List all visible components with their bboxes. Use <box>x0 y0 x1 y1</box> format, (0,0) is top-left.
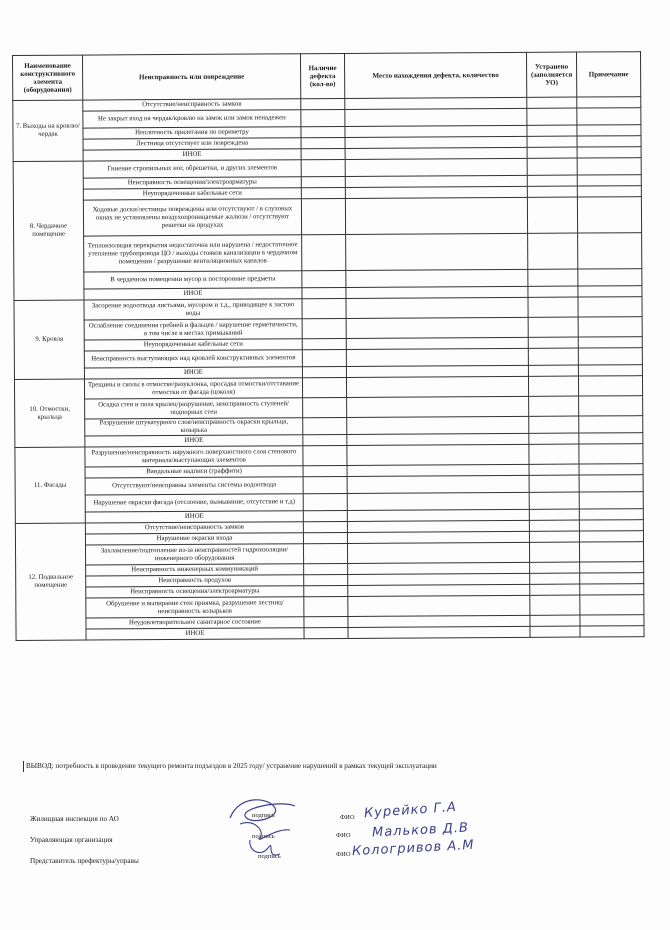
empty-cell <box>577 97 641 108</box>
defect-description: Ходовые доски/лестницы повреждены или отсутствуют / в слуховых окнах не установлены воздухопроницаемые жалюзи / отсутствуют решетки на продухах <box>83 199 301 236</box>
empty-cell <box>528 365 578 376</box>
empty-cell <box>301 198 345 234</box>
empty-cell <box>301 187 345 198</box>
empty-cell <box>527 158 577 175</box>
defect-description: Неисправность выступающих над кровлей конструктивных элементов <box>84 350 302 368</box>
defect-description: Разрушение/неисправность наружного поверхностного слоя стенового материала/выступающих элементов <box>85 446 303 467</box>
empty-cell <box>527 197 577 233</box>
empty-cell <box>577 108 641 125</box>
empty-cell <box>304 563 348 574</box>
empty-cell <box>578 365 642 376</box>
empty-cell <box>346 269 528 287</box>
empty-cell <box>579 396 643 416</box>
empty-cell <box>303 434 347 445</box>
empty-cell <box>577 197 641 233</box>
defect-description: Не закрыт вход на чердак/кровлю на замок или замок ненадежен <box>83 110 301 128</box>
empty-cell <box>529 416 579 433</box>
defect-description: ИНОЕ <box>86 628 304 640</box>
empty-cell <box>302 349 346 366</box>
empty-cell <box>527 186 577 197</box>
empty-cell <box>529 492 579 509</box>
empty-cell <box>528 233 578 269</box>
defect-description: ИНОЕ <box>84 288 302 300</box>
empty-cell <box>579 509 643 520</box>
table-row <box>14 233 642 273</box>
empty-cell <box>579 542 643 562</box>
fio-label-2: ФИО <box>336 832 351 839</box>
defect-description: Неисправность продухов <box>86 575 304 587</box>
defect-description: Ослабление соединения гребней и фальцев / нарушение герметичности, в том числе в местах примыканий <box>84 319 302 340</box>
empty-cell <box>304 574 348 585</box>
empty-cell <box>529 520 579 531</box>
defect-description: Отсутствуют/неисправны элементы системы водоотвода <box>85 477 303 495</box>
empty-cell <box>301 176 345 187</box>
empty-cell <box>529 444 579 464</box>
defect-description: ИНОЕ <box>85 511 303 523</box>
empty-cell <box>527 136 577 147</box>
empty-cell <box>579 444 643 464</box>
empty-cell <box>303 417 347 434</box>
empty-cell <box>528 317 578 337</box>
empty-cell <box>527 147 577 158</box>
defect-description: Неисправность освещения/электроарматуры <box>86 586 304 598</box>
empty-cell <box>345 197 527 234</box>
empty-cell <box>529 509 579 520</box>
table-row <box>13 197 641 237</box>
defect-description: Лестница отсутствует или повреждена <box>83 138 301 150</box>
empty-cell <box>530 573 580 584</box>
empty-cell <box>528 337 578 348</box>
defect-description: Обрушение и выпирание стен приямка, разрушение лестниц/неисправность козырьков <box>86 597 304 618</box>
empty-cell <box>529 464 579 475</box>
empty-cell <box>303 476 347 493</box>
empty-cell <box>528 348 578 365</box>
empty-cell <box>530 562 580 573</box>
empty-cell <box>578 233 642 269</box>
defect-description: Захламление/подтопление из-за неисправностей гидроизоляции/инженерного оборудования <box>85 544 303 565</box>
empty-cell <box>302 270 346 287</box>
header-presence: Наличие дефекта (кол-во) <box>300 53 344 98</box>
empty-cell <box>578 286 642 297</box>
handwritten-name-3: Кологривов А.М <box>351 837 475 860</box>
sign-label-1: подпись <box>252 812 275 819</box>
empty-cell <box>577 175 641 186</box>
empty-cell <box>527 108 577 125</box>
empty-cell <box>303 532 347 543</box>
element-name: 12. Подвальное помещение <box>15 523 86 640</box>
empty-cell <box>303 543 347 563</box>
empty-cell <box>302 298 346 318</box>
defect-table <box>12 51 645 641</box>
empty-cell <box>345 158 527 176</box>
signature-scribbles <box>220 788 310 868</box>
empty-cell <box>530 584 580 595</box>
empty-cell <box>528 286 578 297</box>
empty-cell <box>347 475 529 493</box>
header-element: Наименование конструктивного элемента (оборудования) <box>13 55 83 100</box>
empty-cell <box>346 317 528 338</box>
defect-description: Вандальные надписи (граффити) <box>85 466 303 478</box>
empty-cell <box>301 148 345 159</box>
defect-description: Неудовлетворительное санитарное состояние <box>86 617 304 629</box>
empty-cell <box>529 531 579 542</box>
empty-cell <box>577 186 641 197</box>
empty-cell <box>301 137 345 148</box>
defect-description: В чердачном помещении мусор и посторонние предметы <box>84 271 302 289</box>
defect-description: Неисправность освещения/электроарматуры <box>83 177 301 189</box>
empty-cell <box>346 297 528 318</box>
defect-description: Неупорядоченные кабельные сети <box>83 188 301 200</box>
empty-cell <box>348 595 530 616</box>
empty-cell <box>529 396 579 416</box>
empty-cell <box>528 376 578 396</box>
sign-label-2: подпись <box>252 833 275 840</box>
empty-cell <box>580 626 644 637</box>
empty-cell <box>303 397 347 417</box>
defect-description: Разрушение штукатурного слоя/неисправность окраски крыльца, козырька <box>85 418 303 436</box>
empty-cell <box>304 585 348 596</box>
empty-cell <box>302 234 346 270</box>
empty-cell <box>303 445 347 465</box>
element-name: 10. Отмостки, крыльца <box>14 379 84 447</box>
empty-cell <box>578 317 642 337</box>
empty-cell <box>302 287 346 298</box>
empty-cell <box>529 542 579 562</box>
empty-cell <box>302 366 346 377</box>
element-name: 11. Фасады <box>15 447 85 523</box>
empty-cell <box>530 626 580 637</box>
empty-cell <box>347 396 529 417</box>
defect-description: Трещины и сколы в отмостке/разуклонка, просадка отмостки/отставание отмостки от фасада (цоколя) <box>84 378 302 399</box>
empty-cell <box>301 98 345 109</box>
empty-cell <box>579 492 643 509</box>
element-name: 7. Выходы на кровлю/чердак <box>13 100 83 161</box>
handwritten-name-1: Курейко Г.А <box>363 799 458 822</box>
empty-cell <box>347 542 529 563</box>
empty-cell <box>303 465 347 476</box>
empty-cell <box>347 416 529 434</box>
empty-cell <box>347 444 529 465</box>
element-name: 8. Чердачное помещение <box>13 161 84 300</box>
empty-cell <box>345 108 527 126</box>
empty-cell <box>527 175 577 186</box>
conclusion-text: ВЫВОД: потребность в проведение текущего ремонта подъездов в 2025 году/ устранение нарушений в рамках текущей эксплуатации <box>26 762 437 770</box>
defect-description: ИНОЕ <box>84 367 302 379</box>
defect-description: Нарушение окраски входа <box>85 533 303 545</box>
empty-cell <box>302 318 346 338</box>
header-fixed: Устранено (заполняется УО) <box>526 52 576 97</box>
label-management: Управляющая организация <box>30 836 113 844</box>
empty-cell <box>346 233 528 270</box>
empty-cell <box>347 492 529 510</box>
header-defect: Неисправность или повреждение <box>83 54 301 100</box>
empty-cell <box>302 377 346 397</box>
empty-cell <box>527 97 577 108</box>
label-inspection: Жилищная инспекция по АО <box>30 815 119 823</box>
empty-cell <box>580 595 644 615</box>
empty-cell <box>302 338 346 349</box>
header-location: Место нахождения дефекта, количество <box>344 52 526 98</box>
empty-cell <box>304 596 348 616</box>
defect-description: Теплоизоляция перекрытия недостаточна или нарушена / недостаточное утепление трубопровода ЦО / выходы стояков канализации в чердачном помещении / разрушение вентиляционных каналов <box>84 235 302 272</box>
empty-cell <box>303 521 347 532</box>
empty-cell <box>579 475 643 492</box>
empty-cell <box>578 297 642 317</box>
empty-cell <box>530 615 580 626</box>
defect-description: Гниение стропильных ног, обрешетки, и других элементов <box>83 160 301 178</box>
empty-cell <box>348 626 530 638</box>
defect-description: Осадка стен и пола крылец/разрушение, неисправность ступеней/подпорных стен <box>85 398 303 419</box>
empty-cell <box>346 348 528 366</box>
empty-cell <box>579 433 643 444</box>
empty-cell <box>578 348 642 365</box>
fio-label-1: ФИО <box>340 814 355 821</box>
empty-cell <box>578 376 642 396</box>
empty-cell <box>577 125 641 136</box>
empty-cell <box>580 573 644 584</box>
empty-cell <box>301 159 345 176</box>
empty-cell <box>579 531 643 542</box>
empty-cell <box>577 158 641 175</box>
defect-description: Засорение водоотвода листьями, мусором и т.д., приводящее к застою воды <box>84 299 302 320</box>
empty-cell <box>577 136 641 147</box>
sign-label-3: подпись <box>258 853 281 860</box>
element-name: 9. Кровля <box>14 300 84 379</box>
defect-description: Отсутствие/неисправность замков <box>85 522 303 534</box>
defect-description: Отсутствие/неисправность замков <box>83 99 301 111</box>
empty-cell <box>529 433 579 444</box>
defect-description: Неисправность инженерных коммуникаций <box>86 564 304 576</box>
empty-cell <box>579 464 643 475</box>
empty-cell <box>580 615 644 626</box>
empty-cell <box>578 269 642 286</box>
empty-cell <box>580 562 644 573</box>
fio-label-3: ФИО <box>336 851 351 858</box>
empty-cell <box>580 584 644 595</box>
empty-cell <box>577 147 641 158</box>
empty-cell <box>304 627 348 638</box>
empty-cell <box>301 109 345 126</box>
empty-cell <box>528 297 578 317</box>
empty-cell <box>303 493 347 510</box>
defect-description: Неупорядоченные кабельные сети <box>84 339 302 351</box>
handwritten-name-2: Мальков Д.В <box>371 820 470 841</box>
table-body <box>13 97 644 641</box>
empty-cell <box>579 520 643 531</box>
empty-cell <box>578 337 642 348</box>
defect-description: ИНОЕ <box>85 435 303 447</box>
label-prefecture: Представитель префектуры/управы <box>30 857 139 865</box>
empty-cell <box>530 595 580 615</box>
empty-cell <box>301 126 345 137</box>
empty-cell <box>303 510 347 521</box>
defect-description: Неплотность прилегания по периметру <box>83 127 301 139</box>
header-note: Примечание <box>576 52 640 97</box>
table-header-row <box>13 52 641 101</box>
empty-cell <box>528 269 578 286</box>
empty-cell <box>346 376 528 397</box>
empty-cell <box>529 475 579 492</box>
empty-cell <box>579 416 643 433</box>
defect-description: ИНОЕ <box>83 149 301 161</box>
defect-description: Нарушение окраски фасада (отслоение, вымывание, отсутствие и т.д) <box>85 494 303 512</box>
empty-cell <box>304 616 348 627</box>
empty-cell <box>527 125 577 136</box>
